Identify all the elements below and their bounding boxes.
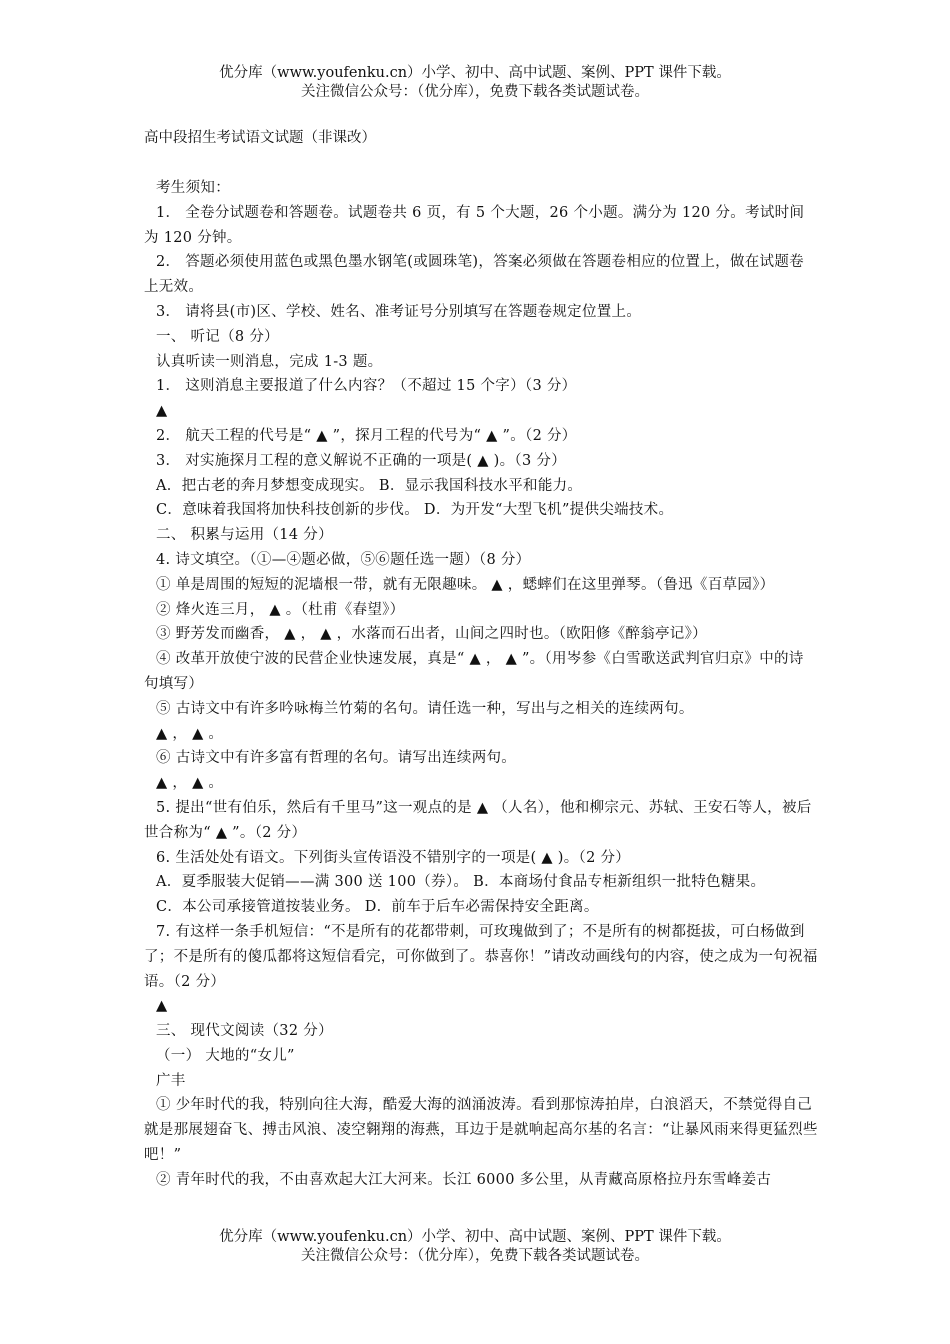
paragraph: 7. 有这样一条手机短信：“不是所有的花都带刺，可玫瑰做到了；不是所有的树都挺拔，可白杨做到了；不是所有的傻瓜都将这短信看完，可你做到了。恭喜你！”请改动画线句的内容，使之成为一句祝福语。（2 分） (144, 923, 818, 990)
header-line-1: 优分库（www.youfenku.cn）小学、初中、高中试题、案例、PPT 课件下载。 (219, 65, 731, 81)
paragraph: A．夏季服装大促销——满 300 送 100（券）。 B．本商场付食品专柜新组织一批特色糖果。 (156, 874, 766, 891)
document-title: 高中段招生考试语文试题（非课改） (144, 130, 376, 146)
footer-line-2: 关注微信公众号：（优分库），免费下载各类试题试卷。 (301, 1248, 649, 1264)
paragraph: 认真听读一则消息，完成 1-3 题。 (156, 353, 383, 370)
paragraph: （一） 大地的“女儿” (156, 1047, 295, 1064)
paragraph: ③ 野芳发而幽香， ▲ ， ▲ ，水落而石出者，山间之四时也。（欧阳修《醉翁亭记》） (156, 626, 707, 643)
paragraph: ② 青年时代的我，不由喜欢起大江大河来。长江 6000 多公里，从青藏高原格拉丹东雪峰姜古 (156, 1171, 772, 1188)
footer-line-1: 优分库（www.youfenku.cn）小学、初中、高中试题、案例、PPT 课件下载。 (219, 1229, 731, 1245)
paragraph: 3． 对实施探月工程的意义解说不正确的一项是( ▲ )。（3 分） (156, 452, 566, 469)
paragraph: ▲ ， ▲ 。 (156, 775, 224, 792)
paragraph: ▲ (156, 998, 168, 1015)
paragraph: A．把古老的奔月梦想变成现实。 B．显示我国科技水平和能力。 (156, 477, 583, 494)
paragraph: 广丰 (156, 1072, 186, 1089)
paragraph: 5. 提出“世有伯乐，然后有千里马”这一观点的是 ▲ （人名），他和柳宗元、苏轼、王安石等人，被后世合称为“ ▲ ”。（2 分） (144, 799, 812, 841)
paragraph: ⑥ 古诗文中有许多富有哲理的名句。请写出连续两句。 (156, 750, 517, 767)
page-footer (0, 1228, 950, 1266)
paragraph: 2． 答题必须使用蓝色或黑色墨水钢笔(或圆珠笔)，答案必须做在答题卷相应的位置上，做在试题卷上无效。 (144, 254, 804, 296)
paragraph: 一、 听记（8 分） (156, 328, 279, 345)
paragraph: 2． 航天工程的代号是“ ▲ ”，探月工程的代号为“ ▲ ”。（2 分） (156, 427, 577, 444)
paragraph: ① 少年时代的我，特别向往大海，酷爱大海的汹涌波涛。看到那惊涛拍岸，白浪滔天，不禁觉得自己就是那展翅奋飞、搏击风浪、凌空翱翔的海燕，耳边于是就响起高尔基的名言：“让暴风雨来得更猛烈些吧！” (144, 1097, 818, 1164)
paragraph: ② 烽火连三月， ▲ 。（杜甫《春望》） (156, 601, 405, 618)
paragraph: 3． 请将县(市)区、学校、姓名、准考证号分别填写在答题卷规定位置上。 (156, 303, 642, 320)
paragraph: ⑤ 古诗文中有许多吟咏梅兰竹菊的名句。请任选一种，写出与之相关的连续两句。 (156, 700, 694, 717)
paragraph: ④ 改革开放使宁波的民营企业快速发展，真是“ ▲ ， ▲ ”。（用岑参《白雪歌送武判官归京》中的诗句填写） (144, 651, 804, 692)
paragraph: 考生须知： (156, 180, 230, 196)
paragraph: 二、 积累与运用（14 分） (156, 527, 333, 544)
paragraph: 6. 生活处处有语文。下列街头宣传语没不错别字的一项是( ▲ )。（2 分） (156, 849, 631, 866)
paragraph: C．本公司承接管道按装业务。 D．前车于后车必需保持安全距离。 (156, 899, 599, 916)
paragraph: 4. 诗文填空。（①—④题必做，⑤⑥题任选一题）（8 分） (156, 551, 531, 568)
paragraph: ① 单是周围的短短的泥墙根一带，就有无限趣味。 ▲ ，蟋蟀们在这里弹琴。（鲁迅《百草园》） (156, 576, 775, 593)
document-body (144, 176, 818, 1193)
paragraph: 三、 现代文阅读（32 分） (156, 1023, 333, 1040)
paragraph: 1． 全卷分试题卷和答题卷。试题卷共 6 页，有 5 个大题，26 个小题。满分为 120 分。考试时间为 120 分钟。 (144, 204, 805, 246)
paragraph: ▲ (156, 403, 168, 420)
paragraph: C．意味着我国将加快科技创新的步伐。 D．为开发“大型飞机”提供尖端技术。 (156, 502, 674, 519)
paragraph: 1． 这则消息主要报道了什么内容？（不超过 15 个字）（3 分） (156, 378, 577, 395)
header-line-2: 关注微信公众号：（优分库），免费下载各类试题试卷。 (301, 84, 649, 100)
page-header (0, 64, 950, 102)
paragraph: ▲ ， ▲ 。 (156, 725, 224, 742)
